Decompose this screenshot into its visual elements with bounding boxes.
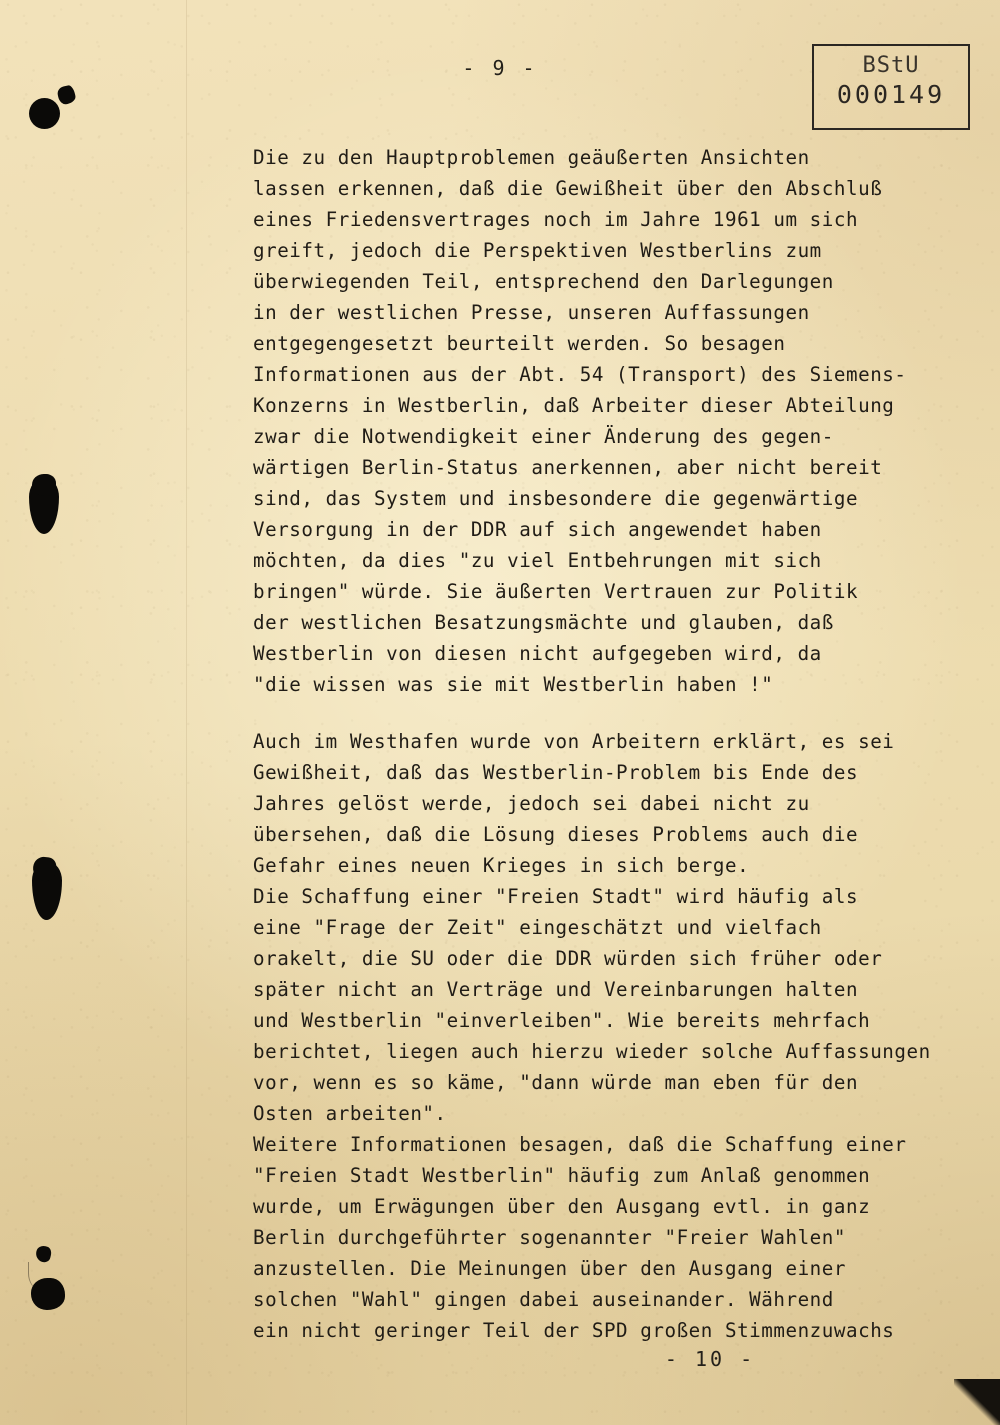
text-line: Die Schaffung einer "Freien Stadt" wird häufig als	[253, 885, 859, 908]
text-line: orakelt, die SU oder die DDR würden sich früher oder	[253, 947, 883, 970]
text-line: anzustellen. Die Meinungen über den Ausgang einer	[253, 1257, 846, 1280]
text-line: lassen erkennen, daß die Gewißheit über den Abschluß	[253, 177, 883, 200]
text-line: ein nicht geringer Teil der SPD großen Stimmenzuwachs	[253, 1319, 895, 1342]
ink-blot-top-small	[56, 84, 76, 105]
text-line: Weitere Informationen besagen, daß die Schaffung einer	[253, 1133, 907, 1156]
page-number-top: - 9 -	[462, 56, 538, 80]
text-line: "die wissen was sie mit Westberlin haben !"	[253, 673, 774, 696]
text-line: Gefahr eines neuen Krieges in sich berge.	[253, 854, 750, 877]
text-line: eine "Frage der Zeit" eingeschätzt und vielfach	[253, 916, 822, 939]
ink-blot-upper-middle	[29, 478, 59, 534]
scan-seam	[186, 0, 187, 1425]
page-number-bottom: - 10 -	[664, 1347, 756, 1371]
text-line: "Freien Stadt Westberlin" häufig zum Anlaß genommen	[253, 1164, 871, 1187]
text-line: später nicht an Verträge und Vereinbarungen halten	[253, 978, 859, 1001]
text-line: Die zu den Hauptproblemen geäußerten Ansichten	[253, 146, 810, 169]
ink-blot-lower-middle	[32, 862, 62, 920]
text-line: berichtet, liegen auch hierzu wieder solche Auffassungen	[253, 1040, 931, 1063]
ink-blot-top-round	[29, 98, 60, 129]
text-line: zwar die Notwendigkeit einer Änderung des gegen-	[253, 425, 834, 448]
text-line: sind, das System und insbesondere die gegenwärtige	[253, 487, 859, 510]
bstu-archival-stamp	[812, 44, 970, 130]
page-corner-shadow	[954, 1379, 1000, 1425]
text-line: überwiegenden Teil, entsprechend den Darlegungen	[253, 270, 834, 293]
text-line: Informationen aus der Abt. 54 (Transport) des Siemens-	[253, 363, 907, 386]
text-line: Auch im Westhafen wurde von Arbeitern erklärt, es sei	[253, 730, 895, 753]
text-line: wurde, um Erwägungen über den Ausgang evtl. in ganz	[253, 1195, 871, 1218]
stamp-page-number: 000149	[836, 80, 946, 109]
text-line: vor, wenn es so käme, "dann würde man eben für den	[253, 1071, 859, 1094]
text-line: übersehen, daß die Lösung dieses Problems auch die	[253, 823, 859, 846]
text-line: der westlichen Besatzungsmächte und glauben, daß	[253, 611, 834, 634]
text-line: Versorgung in der DDR auf sich angewendet haben	[253, 518, 822, 541]
text-line: Berlin durchgeführter sogenannter "Freier Wahlen"	[253, 1226, 846, 1249]
text-line: entgegengesetzt beurteilt werden. So besagen	[253, 332, 786, 355]
text-line: greift, jedoch die Perspektiven Westberlins zum	[253, 239, 822, 262]
text-line: möchten, da dies "zu viel Entbehrungen mit sich	[253, 549, 822, 572]
ink-blot-bottom-round	[31, 1278, 65, 1310]
paragraph	[253, 726, 973, 1346]
stamp-agency-label: BStU	[862, 53, 920, 78]
text-line: Konzerns in Westberlin, daß Arbeiter dieser Abteilung	[253, 394, 895, 417]
paragraph	[253, 142, 973, 700]
text-line: bringen" würde. Sie äußerten Vertrauen zur Politik	[253, 580, 859, 603]
text-line: und Westberlin "einverleiben". Wie bereits mehrfach	[253, 1009, 871, 1032]
ink-blot-bottom-small	[34, 1244, 52, 1263]
text-line: solchen "Wahl" gingen dabei auseinander. Während	[253, 1288, 834, 1311]
text-line: Osten arbeiten".	[253, 1102, 447, 1125]
text-line: Jahres gelöst werde, jedoch sei dabei nicht zu	[253, 792, 810, 815]
text-line: eines Friedensvertrages noch im Jahre 1961 um sich	[253, 208, 859, 231]
text-line: Gewißheit, daß das Westberlin-Problem bis Ende des	[253, 761, 859, 784]
text-line: wärtigen Berlin-Status anerkennen, aber nicht bereit	[253, 456, 883, 479]
text-line: Westberlin von diesen nicht aufgegeben wird, da	[253, 642, 822, 665]
text-line: in der westlichen Presse, unseren Auffassungen	[253, 301, 810, 324]
document-body	[253, 142, 973, 1346]
